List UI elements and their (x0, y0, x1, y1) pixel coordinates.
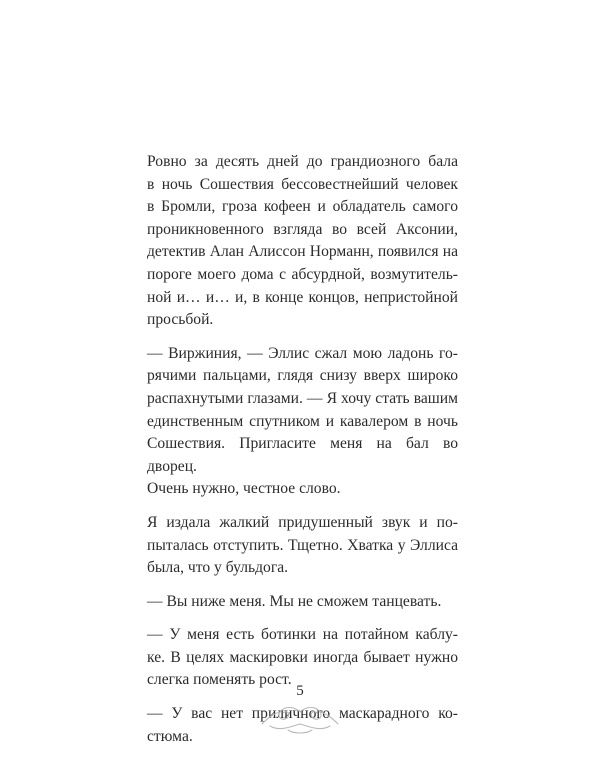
body-text (147, 151, 458, 759)
paragraph (147, 343, 458, 501)
paragraph (147, 591, 458, 614)
text-line: Я издала жалкий придушенный звук и по- (147, 513, 458, 531)
text-line: Ровно за десять дней до грандиозного бала (147, 153, 458, 170)
text-line: была, что у бульдога. (147, 559, 289, 577)
text-line: просьбой. (147, 311, 214, 329)
text-line: слегка поменять рост. (147, 671, 292, 689)
text-line: пороге моего дома с абсурдной, возмутитель- (147, 265, 458, 283)
text-line: пыталась отступить. Тщетно. Хватка у Эллиса (147, 536, 458, 554)
text-line: — Вы ниже меня. Мы не сможем танцевать. (147, 592, 442, 610)
text-line: — У вас нет приличного маскарадного ко- (147, 705, 458, 723)
text-line: — Виржиния, — Эллис сжал мою ладонь го- (147, 344, 458, 362)
text-line: стюма. (147, 727, 193, 745)
text-line: — У меня есть ботинки на потайном каблу- (147, 626, 458, 644)
paragraph (147, 624, 458, 692)
text-line: Очень нужно, честное слово. (147, 480, 341, 498)
text-line: в Бромли, гроза кофеен и обладатель самого (147, 198, 458, 216)
text-line: ке. В целях маскировки иногда бывает нужно (147, 648, 458, 666)
text-line: распахнутыми глазами. — Я хочу стать вашим (147, 389, 458, 407)
text-line: ной и… и… и, в конце концов, непристойной (147, 288, 458, 306)
text-line: Сошествия. Пригласите меня на бал во дворец. (147, 435, 458, 475)
paragraph (147, 151, 458, 332)
text-line: детектив Алан Алиссон Норманн, появился на (147, 243, 458, 261)
text-line: проникновенного взгляда во всей Аксонии, (147, 220, 458, 238)
text-line: в ночь Сошествия бессовестнейший человек (147, 175, 458, 193)
paragraph (147, 512, 458, 580)
text-line: единственным спутником и кавалером в ночь (147, 412, 458, 430)
flourish-ornament-icon (258, 702, 342, 736)
page-number: 5 (296, 683, 304, 699)
text-line: рячими пальцами, глядя снизу вверх широко (147, 367, 458, 385)
